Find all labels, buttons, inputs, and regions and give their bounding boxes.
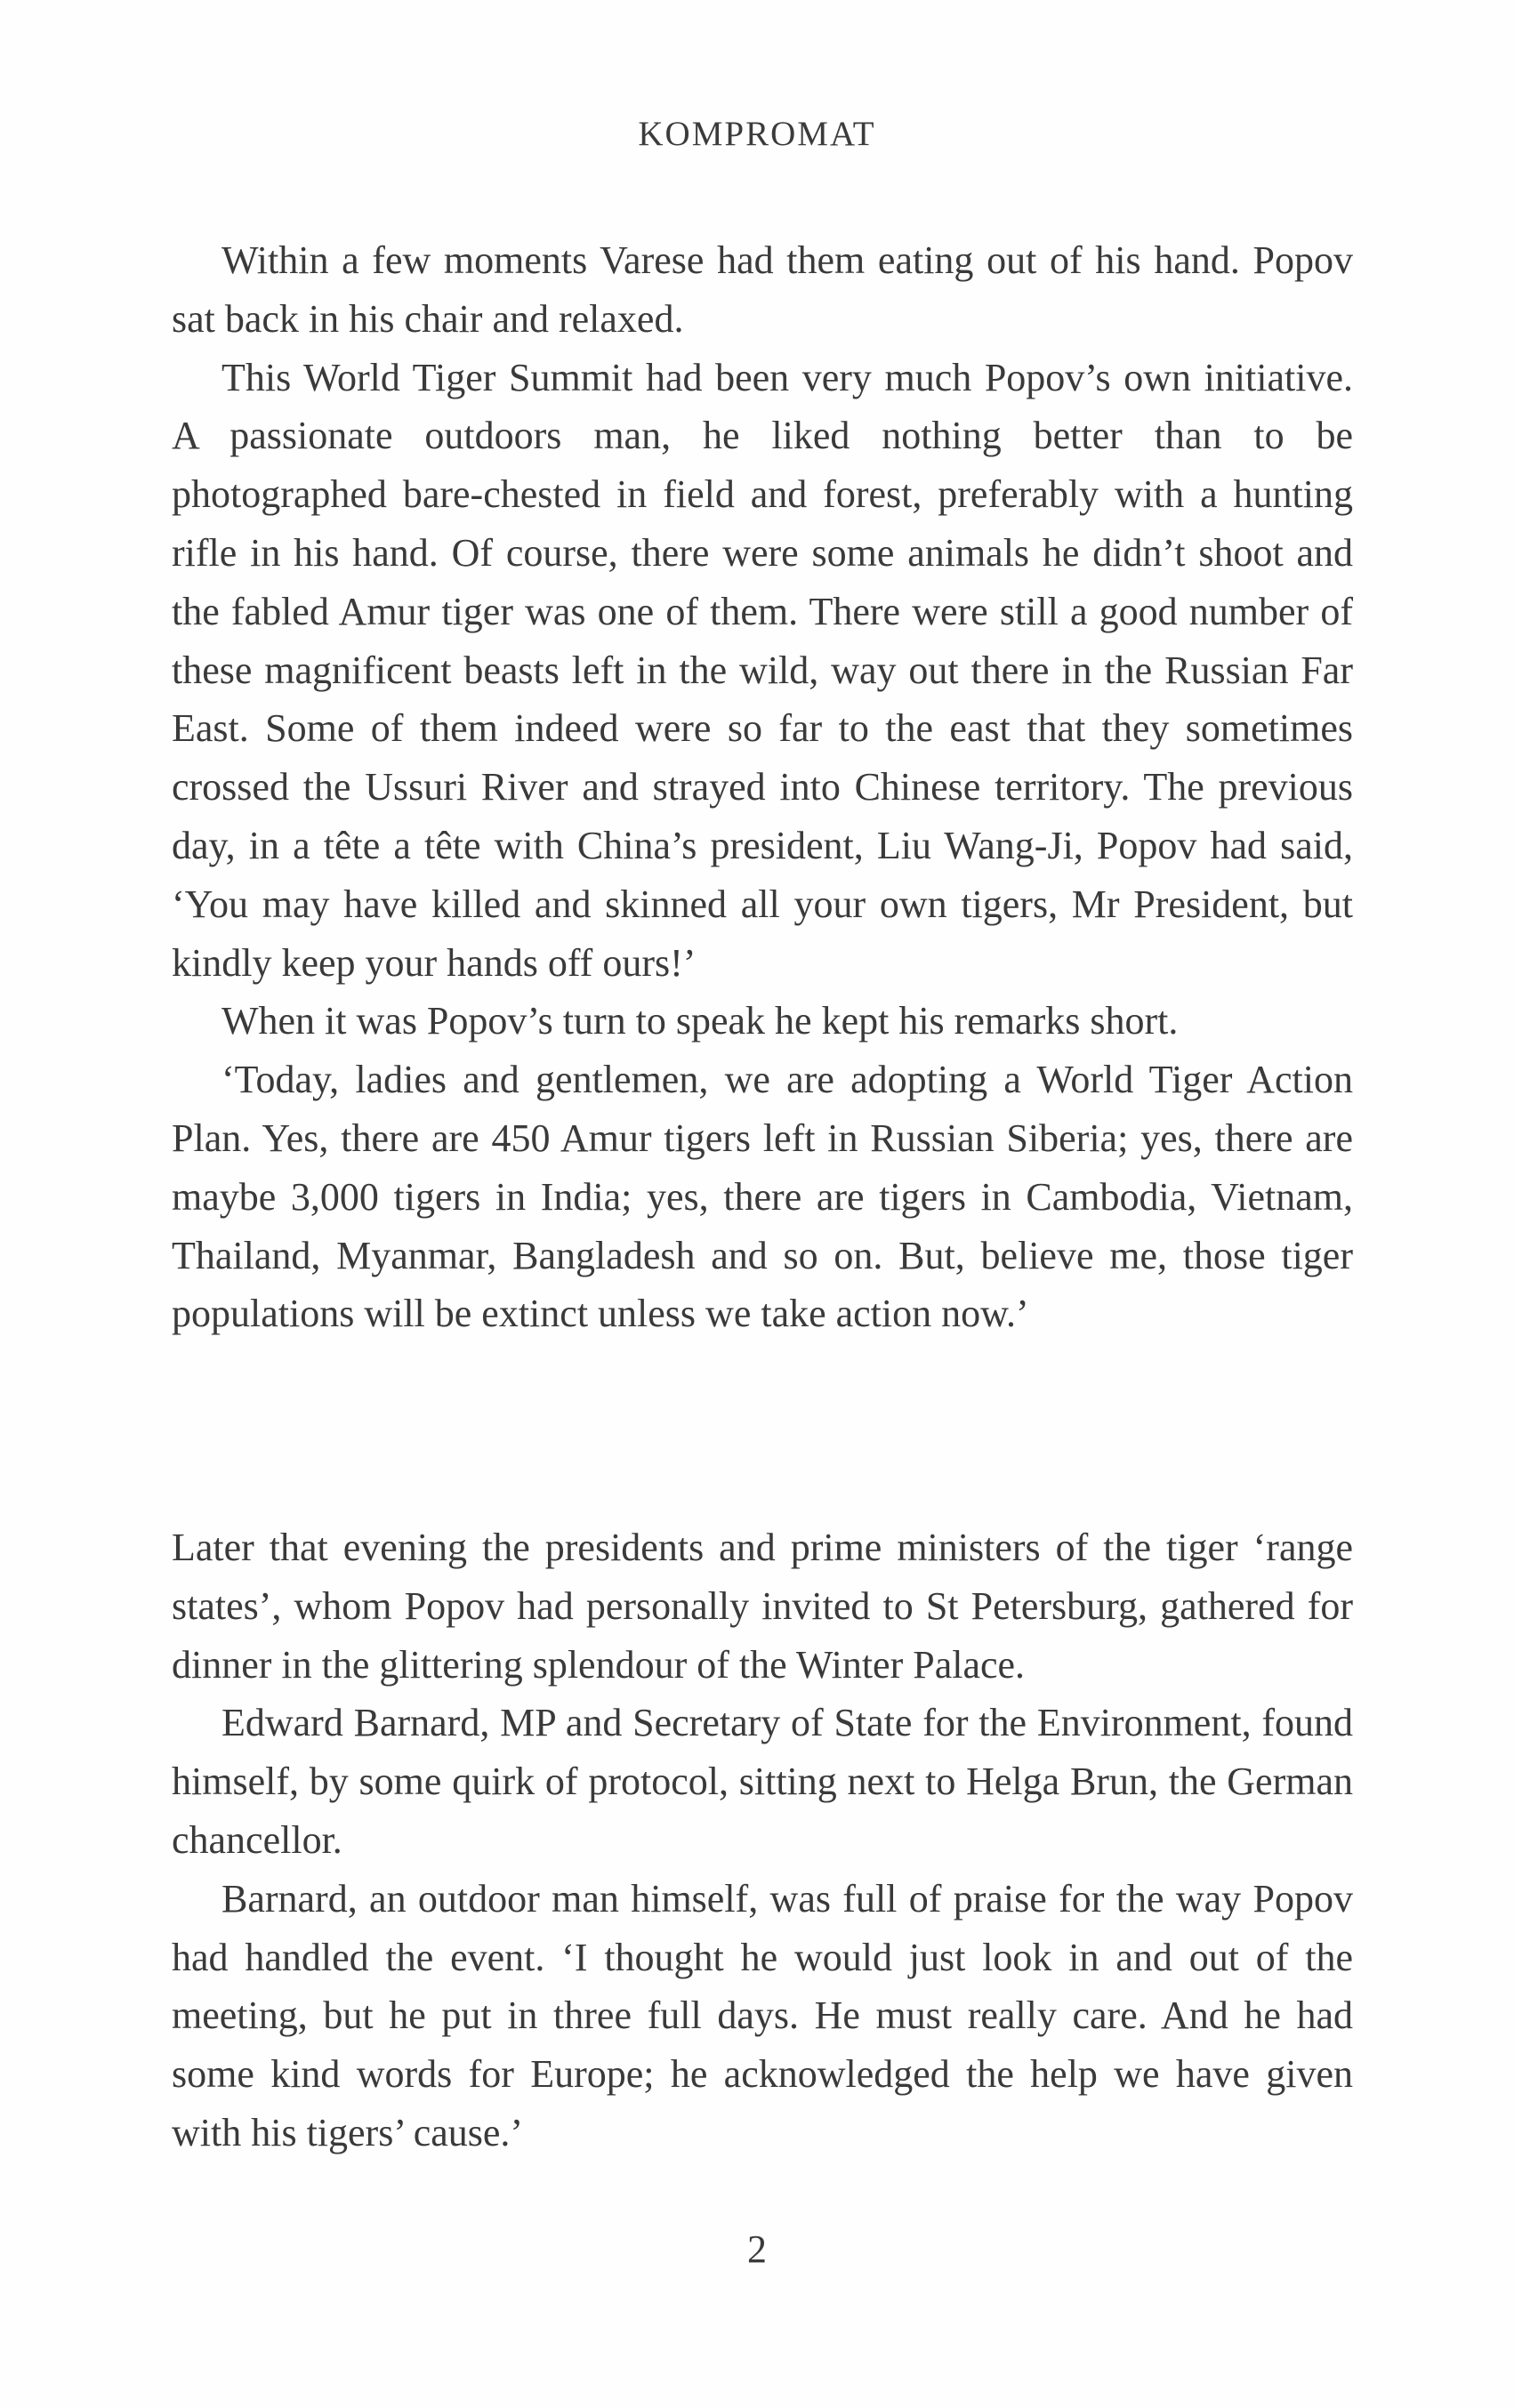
paragraph: Edward Barnard, MP and Secretary of State for the Environment, found himself, by some quirk of protocol, sitting next to Helga Brun, the German chancellor. [172,1701,1353,1862]
paragraph: When it was Popov’s turn to speak he kept his remarks short. [221,999,1179,1043]
text-section-2 [172,1518,1353,2162]
page-number: 2 [747,2227,767,2271]
running-head: KOMPROMAT [638,115,876,153]
paragraph: This World Tiger Summit had been very much Popov’s own initiative. A passionate outdoors man, he liked nothing better than to be photographed bare-chested in field and forest, preferably with a hunting rifle in his hand. Of course, there were some animals he didn’t shoot and the fabled Amur tiger was one of them. There were still a good number of these magnificent beasts left in the wild, way out there in the Russian Far East. Some of them indeed were so far to the east that they sometimes crossed the Ussuri River and strayed into Chinese territory. The previous day, in a tête a tête with China’s president, Liu Wang-Ji, Popov had said, ‘You may have killed and skinned all your own tigers, Mr President, but kindly keep your hands off ours!’ [172,355,1353,985]
paragraph: Barnard, an outdoor man himself, was full of praise for the way Popov had handled the event. ‘I thought he would just look in and out of the meeting, but he put in three full days. He must really care. And he had some kind words for Europe; he acknowledged the help we have given with his tigers’ cause.’ [172,1876,1353,2154]
paragraph: Later that evening the presidents and prime ministers of the tiger ‘range states’, whom Popov had personally invited to St Petersburg, gathered for dinner in the glittering splendour of the Winter Palace. [172,1526,1353,1687]
paragraph: Within a few moments Varese had them eating out of his hand. Popov sat back in his chair and relaxed. [172,238,1353,341]
paragraph: ‘Today, ladies and gentlemen, we are adopting a World Tiger Action Plan. Yes, there are 450 Amur tigers left in Russian Siberia; yes, there are maybe 3,000 tigers in India; yes, there are tigers in Cambodia, Vietnam, Thailand, Myanmar, Bangladesh and so on. But, believe me, those tiger populations will be extinct unless we take action now.’ [172,1058,1353,1336]
text-section-1 [172,231,1353,1343]
